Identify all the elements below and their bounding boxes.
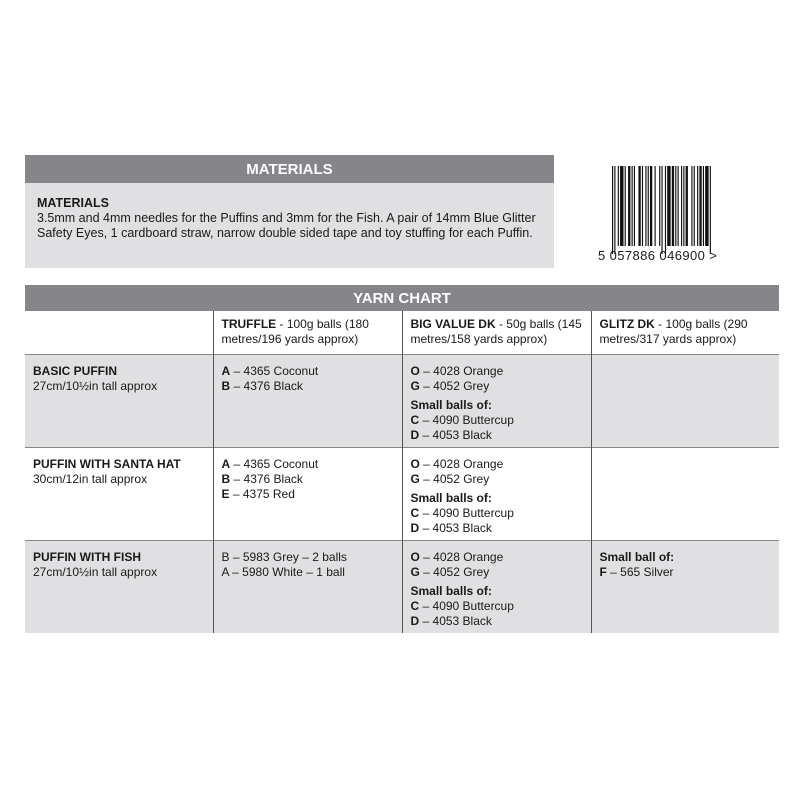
yarn-line [222, 364, 402, 379]
barcode-bar [655, 166, 656, 246]
yarn-letter: G [410, 471, 420, 486]
small-balls-label: Small balls of: [410, 583, 492, 598]
barcode-bar [632, 166, 633, 246]
yarn-letter: O [410, 363, 420, 378]
yarn-line [222, 487, 402, 502]
barcode-bar [620, 166, 623, 246]
barcode-bar [642, 166, 643, 246]
yarn-letter: A [221, 363, 231, 378]
yarn-shade: – 4375 Red [229, 486, 295, 501]
small-balls-label: Small balls of: [410, 397, 492, 412]
yarn-line [411, 521, 591, 536]
barcode-bar [665, 166, 666, 254]
project-size: 27cm/10½in tall approx [33, 378, 158, 393]
barcode-bar [672, 166, 674, 246]
barcode-bar [683, 166, 684, 246]
yarn-shade: – 4052 Grey [419, 378, 490, 393]
yarn-letter: B [221, 378, 231, 393]
small-balls-label: Small balls of: [410, 490, 492, 505]
barcode-bar [686, 166, 688, 246]
yarn-name: BIG VALUE DK [410, 317, 496, 331]
yarn-shade: – 4028 Orange [419, 549, 504, 564]
big-value-cell [402, 540, 591, 633]
barcode-bar [648, 166, 649, 246]
barcode-bar [694, 166, 695, 246]
yarn-name: GLITZ DK [599, 317, 655, 331]
truffle-cell [213, 447, 402, 540]
glitz-cell [591, 540, 779, 633]
yarn-line [411, 379, 591, 394]
yarn-line [411, 614, 591, 629]
table-row [25, 540, 779, 633]
yarn-line: B – 5983 Grey – 2 balls [221, 549, 347, 564]
truffle-cell [213, 540, 402, 633]
column-header-truffle [213, 311, 402, 354]
yarn-letter: A [221, 456, 231, 471]
yarn-line [411, 599, 591, 614]
barcode-bar [667, 166, 670, 246]
barcode-bar [659, 166, 660, 246]
yarn-letter: D [410, 427, 420, 442]
yarn-shade: – 4090 Buttercup [419, 412, 514, 427]
yarn-line [222, 379, 402, 394]
yarn-detail: - 100g balls (180 metres/196 yards approx) [221, 317, 369, 346]
project-cell [25, 354, 213, 447]
empty-header-cell [25, 311, 213, 354]
yarn-shade: – 4090 Buttercup [419, 505, 514, 520]
yarn-chart-table [25, 311, 779, 633]
yarn-line [411, 428, 591, 443]
project-name: PUFFIN WITH FISH [33, 549, 141, 564]
yarn-shade: – 4365 Coconut [230, 456, 319, 471]
barcode-bar [675, 166, 676, 246]
glitz-cell [591, 447, 779, 540]
barcode-bars [612, 166, 724, 260]
yarn-letter: B [221, 471, 231, 486]
yarn-shade: – 4052 Grey [419, 471, 490, 486]
glitz-cell [591, 354, 779, 447]
yarn-detail: - 100g balls (290 metres/317 yards approx) [599, 317, 748, 346]
yarn-chart-header: YARN CHART [25, 285, 779, 311]
yarn-shade: – 4376 Black [230, 378, 303, 393]
yarn-letter: F [599, 564, 607, 579]
barcode-bar [612, 166, 613, 254]
yarn-letter: C [410, 505, 420, 520]
yarn-shade: – 4376 Black [230, 471, 303, 486]
barcode-bar [634, 166, 635, 246]
yarn-line [411, 364, 591, 379]
barcode-bar [614, 166, 615, 254]
yarn-line [222, 457, 402, 472]
yarn-detail: - 50g balls (145 metres/158 yards approx) [410, 317, 582, 346]
yarn-shade: – 4365 Coconut [230, 363, 319, 378]
barcode [598, 166, 738, 266]
barcode-bar [618, 166, 619, 246]
yarn-line [411, 565, 591, 580]
barcode-bar [678, 166, 679, 246]
yarn-letter: D [410, 613, 420, 628]
yarn-line [411, 550, 591, 565]
yarn-shade: – 565 Silver [606, 564, 674, 579]
barcode-bar [710, 166, 711, 254]
yarn-line [600, 565, 780, 580]
materials-text: 3.5mm and 4mm needles for the Puffins and 3mm for the Fish. A pair of 14mm Blue Glitter Safety Eyes, 1 cardboard straw, narrow double sided tape and toy stuffing for each Puffin. [37, 211, 536, 240]
barcode-bar [691, 166, 692, 246]
small-ball-label: Small ball of: [599, 549, 675, 564]
yarn-shade: – 4053 Black [419, 520, 492, 535]
barcode-bar [645, 166, 646, 246]
materials-label: MATERIALS [37, 196, 109, 210]
yarn-shade: – 4053 Black [419, 427, 492, 442]
project-size: 27cm/10½in tall approx [33, 564, 158, 579]
materials-section-header: MATERIALS [25, 155, 554, 183]
barcode-bar [628, 166, 630, 246]
yarn-shade: – 4028 Orange [419, 363, 504, 378]
barcode-bar [650, 166, 652, 246]
barcode-bar [638, 166, 640, 246]
yarn-line [411, 413, 591, 428]
yarn-shade: – 4028 Orange [419, 456, 504, 471]
yarn-shade: – 4053 Black [419, 613, 492, 628]
table-row [25, 447, 779, 540]
materials-section [25, 183, 554, 268]
project-cell [25, 540, 213, 633]
barcode-bar [699, 166, 701, 246]
yarn-letter: G [410, 564, 420, 579]
yarn-shade: – 4052 Grey [419, 564, 490, 579]
barcode-bar [681, 166, 682, 246]
project-size: 30cm/12in tall approx [33, 471, 148, 486]
big-value-cell [402, 447, 591, 540]
yarn-letter: O [410, 549, 420, 564]
yarn-shade: – 4090 Buttercup [419, 598, 514, 613]
yarn-letter: E [221, 486, 230, 501]
truffle-cell [213, 354, 402, 447]
yarn-line [411, 472, 591, 487]
barcode-bar [703, 166, 704, 246]
yarn-letter: O [410, 456, 420, 471]
yarn-name: TRUFFLE [221, 317, 277, 331]
barcode-number: 5 057886 046900 > [598, 248, 718, 263]
yarn-letter: C [410, 598, 420, 613]
yarn-line [411, 506, 591, 521]
yarn-letter: G [410, 378, 420, 393]
barcode-bar [705, 166, 708, 246]
barcode-bar [697, 166, 698, 246]
project-name: BASIC PUFFIN [33, 363, 117, 378]
project-cell [25, 447, 213, 540]
column-header-glitz-dk [591, 311, 779, 354]
yarn-letter: D [410, 520, 420, 535]
barcode-bar [661, 166, 662, 254]
yarn-line [411, 457, 591, 472]
yarn-line [222, 472, 402, 487]
barcode-bar [625, 166, 626, 246]
yarn-line: A – 5980 White – 1 ball [221, 564, 345, 579]
big-value-cell [402, 354, 591, 447]
table-row [25, 354, 779, 447]
yarn-letter: C [410, 412, 420, 427]
yarn-chart-column-headers [25, 311, 779, 354]
project-name: PUFFIN WITH SANTA HAT [33, 456, 181, 471]
column-header-big-value-dk [402, 311, 591, 354]
